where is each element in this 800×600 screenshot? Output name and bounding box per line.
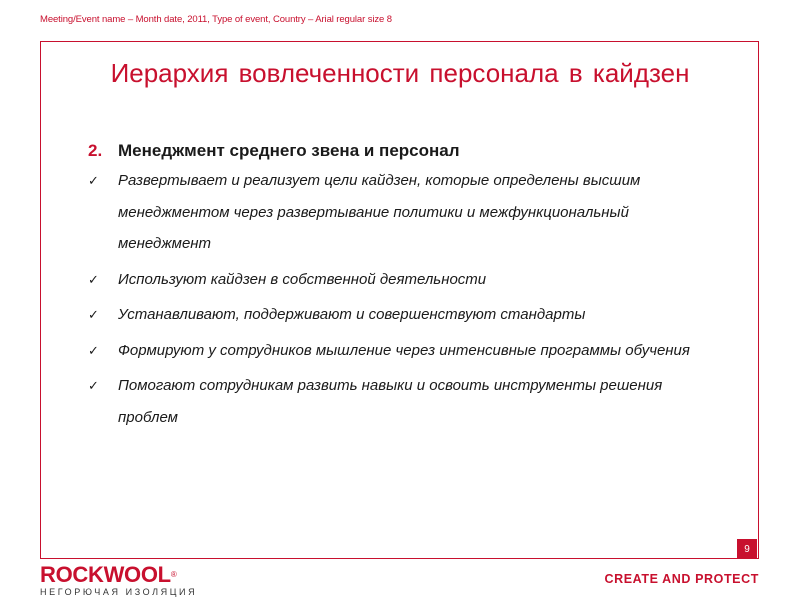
rockwool-logo: [40, 564, 197, 597]
bullet-text: Развертывает и реализует цели кайдзен, которые определены высшим менеджментом через развертывание политики и межфункциональный менеджмент: [118, 172, 641, 252]
logo-registered-mark: ®: [170, 570, 177, 579]
page-number-badge: 9: [737, 539, 757, 559]
logo-subtitle: НЕГОРЮЧАЯ ИЗОЛЯЦИЯ: [40, 587, 198, 597]
tagline: CREATE AND PROTECT: [604, 572, 759, 586]
slide-content: [88, 141, 708, 437]
check-icon: ✓: [88, 378, 99, 393]
slide-title: Иерархия вовлеченности персонала в кайдзен: [110, 58, 690, 88]
check-icon: ✓: [88, 342, 99, 358]
bullet-item: [88, 299, 708, 331]
check-icon: ✓: [88, 271, 99, 287]
bullet-item: [88, 370, 708, 433]
bullet-item: [88, 335, 708, 367]
logo-text: ROCKWOOL: [40, 562, 171, 587]
numbered-heading: [88, 141, 708, 161]
logo-wordmark: [40, 564, 197, 586]
bullet-text: Используют кайдзен в собственной деятельности: [118, 270, 487, 288]
bullet-text: Помогают сотрудникам развить навыки и освоить инструменты решения проблем: [118, 377, 663, 426]
check-icon: ✓: [88, 173, 99, 188]
bullet-item: [88, 165, 708, 260]
heading-text: Менеджмент среднего звена и персонал: [118, 141, 460, 160]
bullet-text: Формируют у сотрудников мышление через интенсивные программы обучения: [118, 341, 690, 359]
meeting-header: Meeting/Event name – Month date, 2011, Type of event, Country – Arial regular size 8: [40, 14, 392, 25]
bullet-item: [88, 264, 708, 296]
bullet-text: Устанавливают, поддерживают и совершенствуют стандарты: [118, 306, 586, 323]
check-icon: ✓: [88, 307, 99, 322]
heading-number: 2.: [88, 141, 103, 160]
